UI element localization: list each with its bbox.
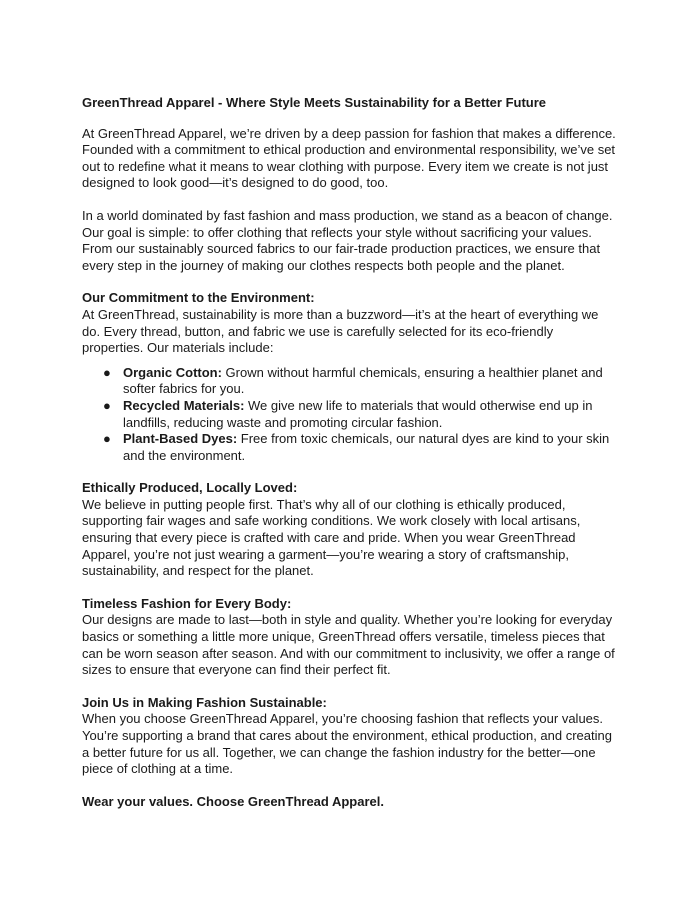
list-item bbox=[103, 431, 618, 464]
document-title: GreenThread Apparel - Where Style Meets Sustainability for a Better Future bbox=[82, 95, 547, 110]
join-body: When you choose GreenThread Apparel, you’re choosing fashion that reflects your values. You’re supporting a brand that cares about the environment, ethical production, and creating a better future for us all. Together, we can change the fashion industry for the better—one piece of clothing at a time. bbox=[82, 711, 612, 777]
join-heading: Join Us in Making Fashion Sustainable: bbox=[82, 694, 327, 710]
join-section bbox=[82, 695, 618, 778]
list-item bbox=[103, 364, 618, 398]
materials-list bbox=[82, 365, 618, 465]
closing-tagline: Wear your values. Choose GreenThread Apparel. bbox=[82, 793, 384, 809]
bullet-icon: ● bbox=[103, 431, 111, 447]
list-item-label: Recycled Materials: bbox=[123, 397, 245, 413]
bullet-icon: ● bbox=[103, 397, 111, 413]
list-item-label: Plant-Based Dyes: bbox=[123, 431, 238, 447]
ethical-section bbox=[82, 480, 618, 580]
list-item-text: Grown without harmful chemicals, ensuring a healthier planet and softer fabrics for you. bbox=[123, 364, 603, 397]
list-item bbox=[103, 397, 618, 431]
list-item-text: Free from toxic chemicals, our natural dyes are kind to your skin and the environment. bbox=[123, 431, 610, 463]
list-item-text: We give new life to materials that would otherwise end up in landfills, reducing waste and promoting circular fashion. bbox=[123, 397, 593, 430]
environment-section bbox=[82, 290, 618, 464]
intro-paragraph-1: At GreenThread Apparel, we’re driven by a deep passion for fashion that makes a difference. Founded with a commitment to ethical production and environmental responsibility, we’ve set out to redefine what it means to wear clothing with purpose. Every item we create is not just designed to look good—it’s designed to do good, too. bbox=[82, 125, 616, 191]
ethical-heading: Ethically Produced, Locally Loved: bbox=[82, 480, 298, 496]
timeless-section bbox=[82, 596, 618, 679]
bullet-icon: ● bbox=[103, 364, 111, 380]
ethical-body: We believe in putting people first. That’s why all of our clothing is ethically produced, supporting fair wages and safe working conditions. We work closely with local artisans, ensuring that every piece is crafted with care and pride. When you wear GreenThread Apparel, you’re not just wearing a garment—you’re wearing a story of craftsmanship, sustainability, and respect for the planet. bbox=[82, 496, 581, 579]
timeless-body: Our designs are made to last—both in style and quality. Whether you’re looking for everyday basics or something a little more unique, GreenThread offers versatile, timeless pieces that can be worn season after season. And with our commitment to inclusivity, we offer a range of sizes to ensure that everyone can find their perfect fit. bbox=[82, 612, 615, 678]
environment-body: At GreenThread, sustainability is more than a buzzword—it’s at the heart of everything we do. Every thread, button, and fabric we use is carefully selected for its eco-friendly properties. Our materials include: bbox=[82, 306, 599, 356]
environment-heading: Our Commitment to the Environment: bbox=[82, 290, 315, 306]
list-item-label: Organic Cotton: bbox=[123, 364, 222, 380]
timeless-heading: Timeless Fashion for Every Body: bbox=[82, 595, 292, 611]
intro-paragraph-2: In a world dominated by fast fashion and mass production, we stand as a beacon of change. Our goal is simple: to offer clothing that reflects your style without sacrificing your values. From our sustainably sourced fabrics to our fair-trade production practices, we ensure that every step in the journey of making our clothes respects both people and the planet. bbox=[82, 207, 613, 273]
